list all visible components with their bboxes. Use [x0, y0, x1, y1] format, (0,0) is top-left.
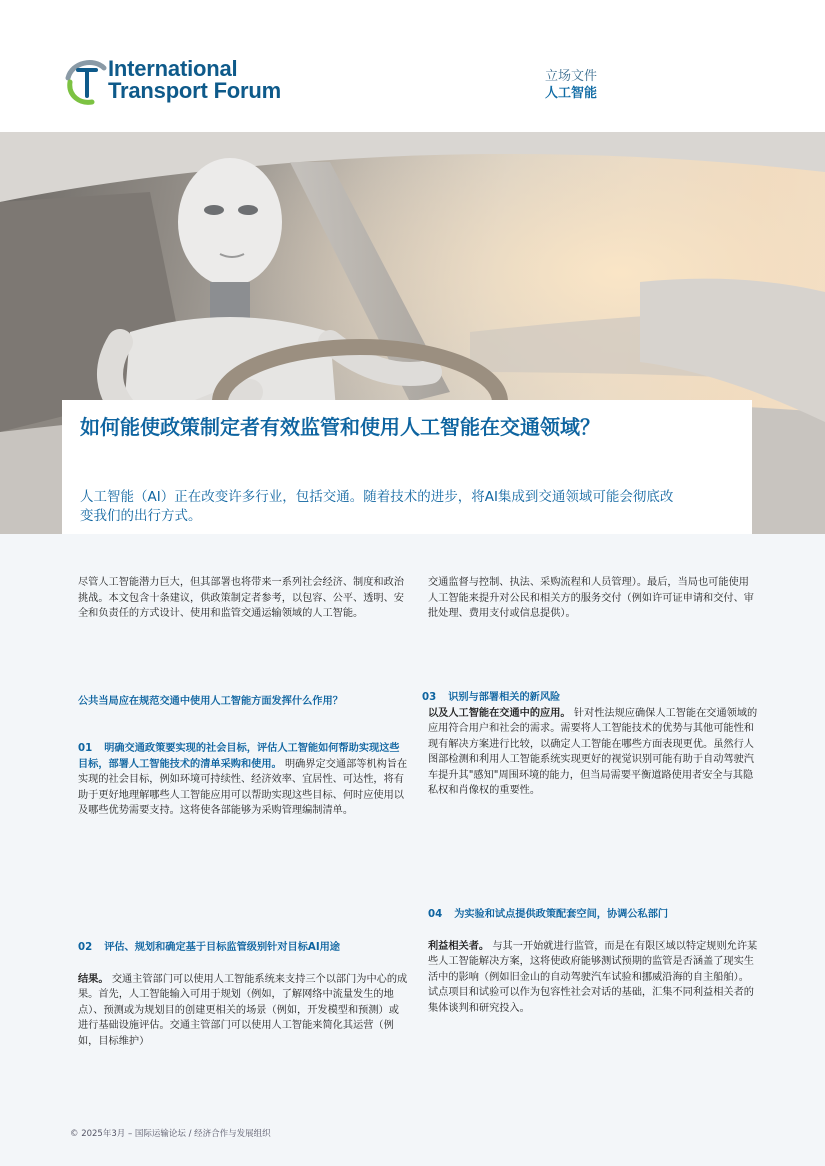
title-panel — [62, 400, 752, 534]
page-subtitle: 人工智能（AI）正在改变许多行业，包括交通。随着技术的进步，将AI集成到交通领域可能会彻底改变我们的出行方式。 — [80, 489, 674, 524]
question-heading: 公共当局应在规范交通中使用人工智能方面发挥什么作用？ — [78, 696, 343, 707]
item-body: 交通主管部门可以使用人工智能系统来支持三个以部门为中心的成果。首先，人工智能输入可用于规划（例如，了解网络中流量发生的地点）、预测或为规划目的创建更相关的场景（例如，开发模型和预测）或进行基础设施评估。交通主管部门可以使用人工智能来简化其运营（例如，目标维护） — [78, 973, 408, 1047]
page-title: 如何能使政策制定者有效监管和使用人工智能在交通领域？ — [80, 415, 600, 439]
intro-left: 尽管人工智能潜力巨大，但其部署也将带来一系列社会经济、制度和政治挑战。本文包含十条建议，供政策制定者参考，以包容、公平、透明、安全和负责任的方式设计、使用和监管交通运输领域的人工智能。 — [78, 577, 404, 619]
robot-head — [178, 158, 282, 286]
item-title: 识别与部署相关的新风险 — [448, 692, 561, 703]
item-number: 04 — [428, 909, 443, 920]
item-body: 明确界定交通部等机构旨在实现的社会目标，例如环境可持续性、经济效率、宜居性、可达性，将有助于更好地理解哪些人工智能应用可以帮助实现这些目标、何时应使用以及哪些优势需要支持。这将使各部能够为采购管理编制清单。 — [78, 758, 408, 816]
item-number: 02 — [78, 942, 93, 953]
intro-right: 交通监督与控制、执法、采购流程和人员管理）。最后，当局也可能使用人工智能来提升对公民和相关方的服务交付（例如许可证申请和交付、审批处理、费用支付或信息提供）。 — [428, 577, 754, 619]
itf-logo[interactable] — [62, 56, 322, 108]
item-number: 03 — [422, 692, 437, 703]
logo-line-1: International — [108, 56, 238, 81]
document-topic: 人工智能 — [545, 86, 598, 101]
recommendation-01 — [78, 741, 408, 819]
recommendation-03 — [422, 690, 758, 799]
item-lead: 以及人工智能在交通中的应用。 — [428, 707, 571, 719]
item-title: 为实验和试点提供政策配套空间，协调公私部门 — [454, 909, 669, 920]
item-lead: 结果。 — [78, 973, 109, 985]
item-number: 01 — [78, 743, 93, 754]
recommendation-02 — [78, 940, 408, 1049]
document-type: 立场文件 — [545, 69, 598, 84]
item-title: 评估、规划和确定基于目标监管级别针对目标AI用途 — [104, 942, 340, 953]
item-lead: 利益相关者。 — [428, 940, 490, 952]
logo-line-2: Transport Forum — [108, 78, 282, 103]
item-body: 与其一开始就进行监管，而是在有限区域以特定规则允许某些人工智能解决方案，这将使政府能够测试预期的监管是否涵盖了现实生活中的影响（例如旧金山的自动驾驶汽车试验和挪威沿海的自主船舶）。试点项目和试验可以作为包容性社会对话的基础，汇集不同利益相关者的集体谈判和研究投入。 — [428, 940, 758, 1014]
robot-neck — [210, 282, 250, 322]
footer-copyright: © 2025年3月 – 国际运输论坛 / 经济合作与发展组织 — [70, 1129, 271, 1139]
recommendation-04 — [428, 907, 758, 1016]
itf-logo-icon — [62, 56, 108, 106]
logo-wordmark — [108, 58, 281, 102]
item-body: 针对性法规应确保人工智能在交通领域的应用符合用户和社会的需求。需要将人工智能技术的优势与其他可能性和现有解决方案进行比较，以确定人工智能在哪些方面表现更优。虽然行人图部检测和利用人工智能系统实现更好的视觉识别可能有助于自动驾驶汽车提升其"感知"周围环境的能力，但当局需要平衡道路使用者安全与其隐私权和肖像权的重要性。 — [428, 707, 758, 796]
item-title: 明确交通政策要实现的社会目标，评估人工智能如何帮助实现这些目标，部署人工智能技术的清单采购和使用。 — [78, 743, 400, 770]
page-header — [0, 0, 825, 132]
